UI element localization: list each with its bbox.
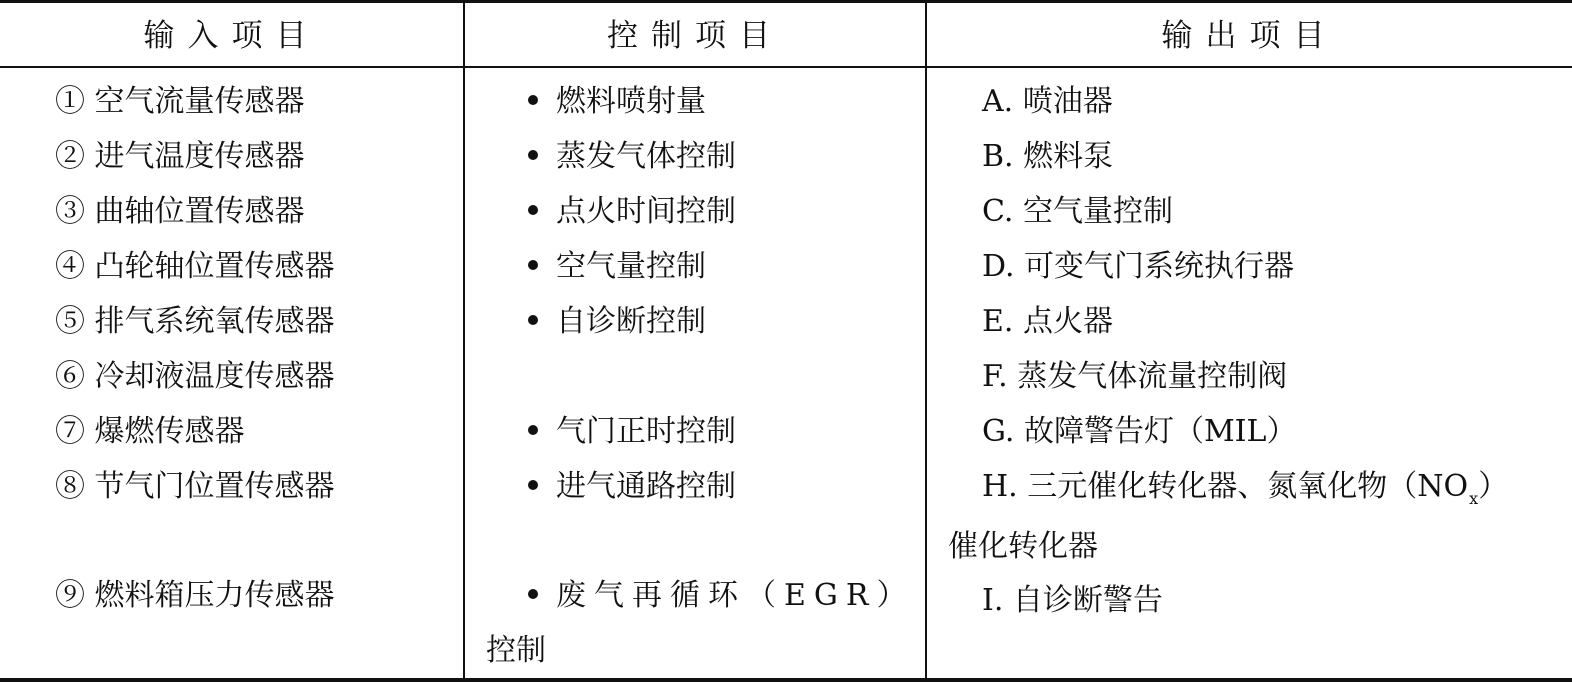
bottom-rule [0,678,1572,682]
column-divider-1 [463,0,465,680]
output-header: 输出项目 [1161,18,1338,54]
control-label: 气门正时控制 [556,414,736,449]
control-item [528,139,736,175]
control-label: 进气通路控制 [556,469,736,504]
input-item: ⑥ 冷却液温度传感器 [55,359,335,394]
output-close-paren: ） [1478,469,1509,504]
bullet-icon [528,95,538,105]
control-item [528,84,706,120]
control-item [528,578,914,614]
bullet-icon [528,589,538,599]
top-rule [0,0,1572,3]
control-label: 自诊断控制 [556,304,706,339]
bullet-icon [528,480,538,490]
control-item [528,194,736,230]
output-item: E. 点火器 [982,304,1113,339]
input-item: ③ 曲轴位置传感器 [55,194,305,229]
bullet-icon [528,260,538,270]
control-label: 点火时间控制 [556,194,736,229]
bullet-icon [528,150,538,160]
control-label: 废气再循环（EGR） [556,578,915,613]
input-item: ① 空气流量传感器 [55,84,305,119]
bullet-icon [528,205,538,215]
bullet-icon [528,315,538,325]
output-item: I. 自诊断警告 [982,583,1163,618]
control-label: 燃料喷射量 [556,84,706,119]
column-divider-2 [925,0,927,680]
control-header: 控制项目 [607,18,783,54]
input-item: ⑨ 燃料箱压力传感器 [55,578,335,613]
control-item [528,249,706,285]
output-item: F. 蒸发气体流量控制阀 [982,359,1288,394]
output-item: C. 空气量控制 [982,194,1173,229]
input-item: ④ 凸轮轴位置传感器 [55,249,335,284]
control-item [528,469,736,505]
control-continuation: 控制 [486,633,546,668]
subscript-x: x [1469,489,1479,508]
header-rule [0,66,1572,68]
input-header: 输入项目 [143,18,320,54]
input-item: ② 进气温度传感器 [55,139,305,174]
output-continuation: 催化转化器 [948,529,1098,564]
input-item: ⑧ 节气门位置传感器 [55,469,335,504]
output-item: G. 故障警告灯（MIL） [982,414,1297,449]
control-item [528,414,736,450]
input-item: ⑤ 排气系统氧传感器 [55,304,335,339]
output-item [982,469,1508,509]
output-label: H. 三元催化转化器、氮氧化物（NO [982,469,1469,504]
output-item: B. 燃料泵 [982,139,1114,174]
control-label: 空气量控制 [556,249,706,284]
control-label: 蒸发气体控制 [556,139,736,174]
control-item [528,304,706,340]
input-item: ⑦ 爆燃传感器 [55,414,245,449]
output-item: D. 可变气门系统执行器 [982,249,1295,284]
bullet-icon [528,425,538,435]
output-item: A. 喷油器 [982,84,1113,119]
